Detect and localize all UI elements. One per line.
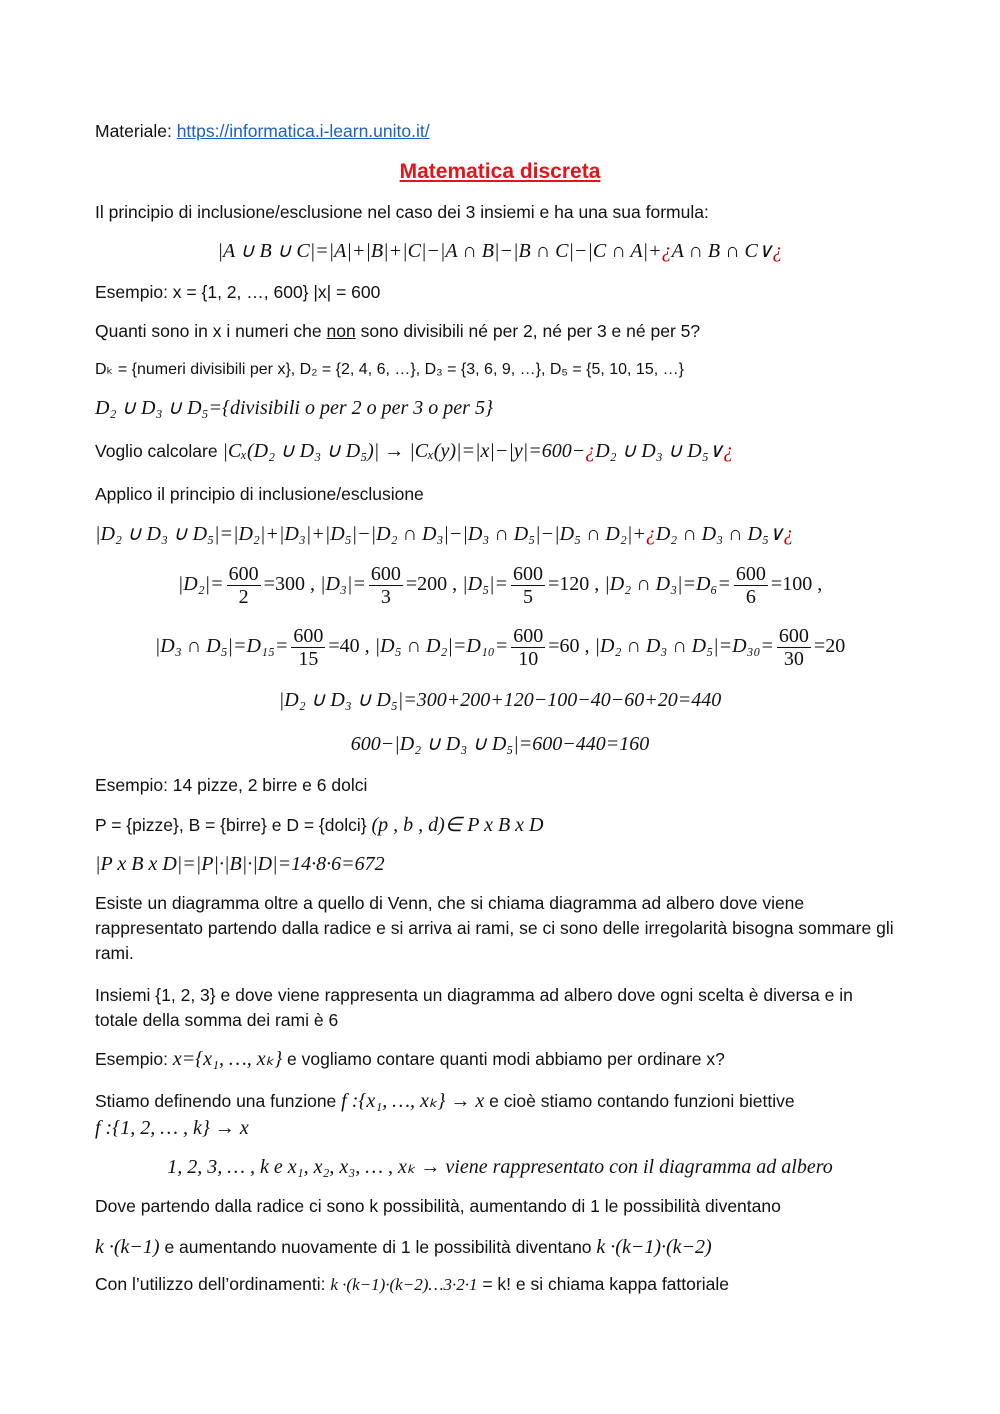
fractions-row-1: |D₂|= $\frac{600}{2}$ =300 , |D₃|= $\frac{600}{3}$ =200 , |D₅|= $\frac{600}{5}$ =120 , |D₂ ∩ D₃|=D₆= $\frac{600}{6}$ =100 , [177, 563, 823, 608]
non-underlined: non [326, 321, 356, 341]
page-title: Matematica discreta [399, 160, 601, 183]
example-2: Esempio: 14 pizze, 2 birre e 6 dolci [95, 775, 368, 795]
materiale-label: Materiale: [95, 121, 177, 141]
fraction: $\frac{600}{30}$ [778, 625, 809, 670]
function-definition-2: f :{1, 2, … , k} → x [95, 1117, 249, 1139]
fraction: $\frac{600}{3}$ [370, 563, 401, 608]
fraction: $\frac{600}{5}$ [513, 563, 544, 608]
union-definition: D₂ ∪ D₃ ∪ D₅={divisibili o per 2 o per 3 o per 5} [95, 397, 493, 419]
radice-paragraph: Dove partendo dalla radice ci sono k possibilità, aumentando di 1 le possibilità diventano [95, 1196, 781, 1216]
fractions-row-2: |D₃ ∩ D₅|=D₁₅= $\frac{600}{15}$ =40 , |D₅ ∩ D₂|=D₁₀= $\frac{600}{10}$ =60 , |D₂ ∩ D₃ ∩ D₅|=D₃₀= $\frac{600}{30}$ =20 [154, 625, 846, 670]
fraction: $\frac{600}{15}$ [293, 625, 324, 670]
function-definition: Stiamo definendo una funzione f :{x₁, …, xₖ} → x e cioè stiamo contando funzioni biettive [95, 1090, 795, 1112]
sequence-line: 1, 2, 3, … , k e x₁, x₂, x₃, … , xₖ → viene rappresentato con il diagramma ad albero [167, 1156, 833, 1178]
example-3: Esempio: x={x₁, …, xₖ} e vogliamo contare quanti modi abbiamo per ordinare x? [95, 1048, 725, 1070]
intro-paragraph: Il principio di inclusione/esclusione nel caso dei 3 insiemi e ha una sua formula: [95, 202, 709, 222]
inclusion-exclusion-formula: |A ∪ B ∪ C|=|A|+|B|+|C|−|A ∩ B|−|B ∩ C|−|C ∩ A|+¿A ∩ B ∩ C∨¿ [217, 240, 783, 262]
tree-diagram-paragraph: Esiste un diagramma oltre a quello di Venn, che si chiama diagramma ad albero dove viene rappresentato partendo dalla radice e si arriva ai rami, se ci sono delle irregolarità bisogna sommare gli rami. [95, 893, 894, 963]
calc-line: Voglio calcolare |Cₓ(D₂ ∪ D₃ ∪ D₅)| → |Cₓ(y)|=|x|−|y|=600−¿D₂ ∪ D₃ ∪ D₅∨¿ [95, 440, 734, 462]
materiale-line [95, 121, 430, 142]
result-union: |D₂ ∪ D₃ ∪ D₅|=300+200+120−100−40−60+20=440 [278, 689, 722, 711]
result-complement: 600−|D₂ ∪ D₃ ∪ D₅|=600−440=160 [350, 733, 650, 755]
dk-definition: Dₖ = {numeri divisibili per x}, D₂ = {2, 4, 6, …}, D₃ = {3, 6, 9, …}, D₅ = {5, 10, 15, …} [95, 361, 684, 378]
fraction: $\frac{600}{10}$ [513, 625, 544, 670]
materiale-link[interactable]: https://informatica.i-learn.unito.it/ [176, 121, 430, 141]
question-line: Quanti sono in x i numeri che non sono divisibili né per 2, né per 3 e né per 5? [95, 321, 701, 341]
possibilities-line: k ·(k−1) e aumentando nuovamente di 1 le possibilità diventano k ·(k−1)·(k−2) [95, 1236, 712, 1258]
fraction: $\frac{600}{6}$ [735, 563, 766, 608]
formula-d-union: |D₂ ∪ D₃ ∪ D₅|=|D₂|+|D₃|+|D₅|−|D₂ ∩ D₃|−|D₃ ∩ D₅|−|D₅ ∩ D₂|+¿D₂ ∩ D₃ ∩ D₅∨¿ [95, 523, 794, 545]
apply-principle: Applico il principio di inclusione/esclusione [95, 484, 424, 504]
fraction: $\frac{600}{2}$ [228, 563, 259, 608]
sets-line: P = {pizze}, B = {birre} e D = {dolci} (p , b , d)∈ P x B x D [95, 814, 544, 836]
insiemi-paragraph: Insiemi {1, 2, 3} e dove viene rappresenta un diagramma ad albero dove ogni scelta è diversa e in totale della somma dei rami è 6 [95, 985, 853, 1030]
example-1: Esempio: x = {1, 2, …, 600} |x| = 600 [95, 282, 381, 302]
product-formula: |P x B x D|=|P|·|B|·|D|=14·8·6=672 [95, 853, 385, 875]
factorial-line: Con l’utilizzo dell’ordinamenti: k ·(k−1)·(k−2)…3·2·1 = k! e si chiama kappa fattoriale [95, 1274, 729, 1294]
